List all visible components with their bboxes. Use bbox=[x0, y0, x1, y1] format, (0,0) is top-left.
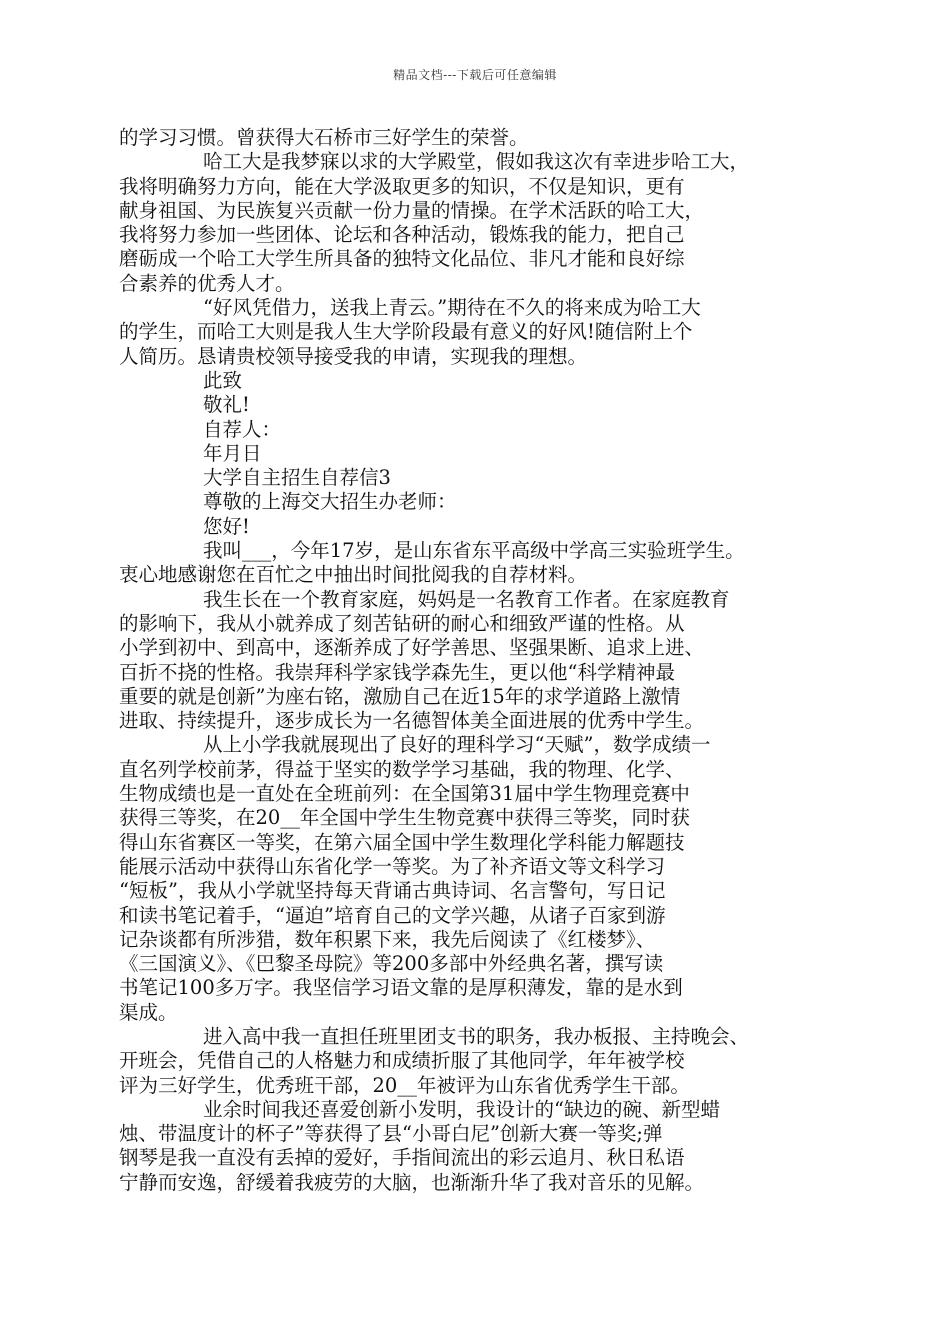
text-line: “短板”，我从小学就坚持每天背诵古典诗词、名言警句，写日记 bbox=[119, 879, 666, 903]
text-line: 业余时间我还喜爱创新小发明，我设计的“缺边的碗、新型蜡 bbox=[203, 1097, 720, 1121]
text-line: 尊敬的上海交大招生办老师： bbox=[203, 490, 457, 514]
text-line: 我叫___，今年17岁，是山东省东平高级中学高三实验班学生。 bbox=[203, 539, 745, 563]
text-line: 钢琴是我一直没有丢掉的爱好，手指间流出的彩云追月、秋日私语 bbox=[119, 1146, 685, 1170]
page-header: 精品文档---下载后可任意编辑 bbox=[393, 68, 557, 82]
text-line: 重要的就是创新”为座右铭，激励自己在近15年的求学道路上激情 bbox=[119, 684, 681, 708]
text-line: 烛、带温度计的杯子”等获得了县“小哥白尼”创新大赛一等奖;弹 bbox=[119, 1122, 663, 1146]
document-body bbox=[119, 126, 831, 1195]
text-line: 得山东省赛区一等奖，在第六届全国中学生数理化学科能力解题技 bbox=[119, 830, 685, 854]
text-line: 敬礼! bbox=[203, 393, 250, 417]
text-line: 百折不挠的性格。我崇拜科学家钱学森先生，更以他“科学精神最 bbox=[119, 660, 675, 684]
text-line: 小学到初中、到高中，逐渐养成了好学善思、坚强果断、追求上进、 bbox=[119, 636, 705, 660]
text-line: 的学生，而哈工大则是我人生大学阶段最有意义的好风!随信附上个 bbox=[119, 320, 693, 344]
text-line: 哈工大是我梦寐以求的大学殿堂，假如我这次有幸进步哈工大， bbox=[203, 150, 750, 174]
text-line: 的学习习惯。曾获得大石桥市三好学生的荣誉。 bbox=[119, 126, 529, 149]
text-line: 渠成。 bbox=[119, 1000, 178, 1024]
text-line: 的影响下，我从小就养成了刻苦钻研的耐心和细致严谨的性格。从 bbox=[119, 611, 685, 635]
text-line: 开班会，凭借自己的人格魅力和成绩折服了其他同学，年年被学校 bbox=[119, 1049, 685, 1073]
text-line: 此致 bbox=[203, 368, 243, 392]
text-line: 人简历。恳请贵校领导接受我的申请，实现我的理想。 bbox=[119, 344, 588, 368]
text-line: 和读书笔记着手，“逼迫”培育自己的文学兴趣，从诸子百家到游 bbox=[119, 903, 666, 927]
text-line: 我生长在一个教育家庭，妈妈是一名教育工作者。在家庭教育 bbox=[203, 587, 730, 611]
text-line: 评为三好学生，优秀班干部，20__年被评为山东省优秀学生干部。 bbox=[119, 1073, 690, 1097]
text-line: 我将明确努力方向，能在大学汲取更多的知识，不仅是知识，更有 bbox=[119, 174, 685, 198]
text-line: 大学自主招生自荐信3 bbox=[203, 466, 391, 490]
text-line: 您好! bbox=[203, 514, 250, 538]
text-line: 磨砺成一个哈工大学生所具备的独特文化品位、非凡才能和良好综 bbox=[119, 247, 685, 271]
text-line: “好风凭借力，送我上青云。”期待在不久的将来成为哈工大 bbox=[203, 296, 701, 320]
text-line: 我将努力参加一些团体、论坛和各种活动，锻炼我的能力，把自己 bbox=[119, 223, 685, 247]
text-line: 进入高中我一直担任班里团支书的职务，我办板报、主持晚会、 bbox=[203, 1024, 750, 1048]
text-line: 合素养的优秀人才。 bbox=[119, 271, 295, 295]
text-line: 生物成绩也是一直处在全班前列：在全国第31届中学生物理竞赛中 bbox=[119, 782, 690, 806]
text-line: 直名列学校前茅，得益于坚实的数学学习基础，我的物理、化学、 bbox=[119, 757, 685, 781]
text-line: 宁静而安逸，舒缓着我疲劳的大脑，也渐渐升华了我对音乐的见解。 bbox=[119, 1170, 705, 1194]
text-line: 衷心地感谢您在百忙之中抽出时间批阅我的自荐材料。 bbox=[119, 563, 588, 587]
text-line: 自荐人： bbox=[203, 417, 282, 441]
text-line: 进取、持续提升，逐步成长为一名德智体美全面进展的优秀中学生。 bbox=[119, 709, 705, 733]
text-line: 记杂谈都有所涉猎，数年积累下来，我先后阅读了《红楼梦》、 bbox=[119, 927, 656, 951]
text-line: 书笔记100多万字。我坚信学习语文靠的是厚积薄发，靠的是水到 bbox=[119, 976, 683, 1000]
text-line: 从上小学我就展现出了良好的理科学习“天赋”，数学成绩一 bbox=[203, 733, 711, 757]
text-line: 《三国演义》、《巴黎圣母院》等200多部中外经典名著，撰写读 bbox=[119, 952, 664, 976]
text-line: 获得三等奖，在20__年全国中学生生物竞赛中获得三等奖，同时获 bbox=[119, 806, 690, 830]
text-line: 年月日 bbox=[203, 441, 262, 465]
text-line: 能展示活动中获得山东省化学一等奖。为了补齐语文等文科学习 bbox=[119, 854, 666, 878]
text-line: 献身祖国、为民族复兴贡献一份力量的情操。在学术活跃的哈工大， bbox=[119, 198, 705, 222]
